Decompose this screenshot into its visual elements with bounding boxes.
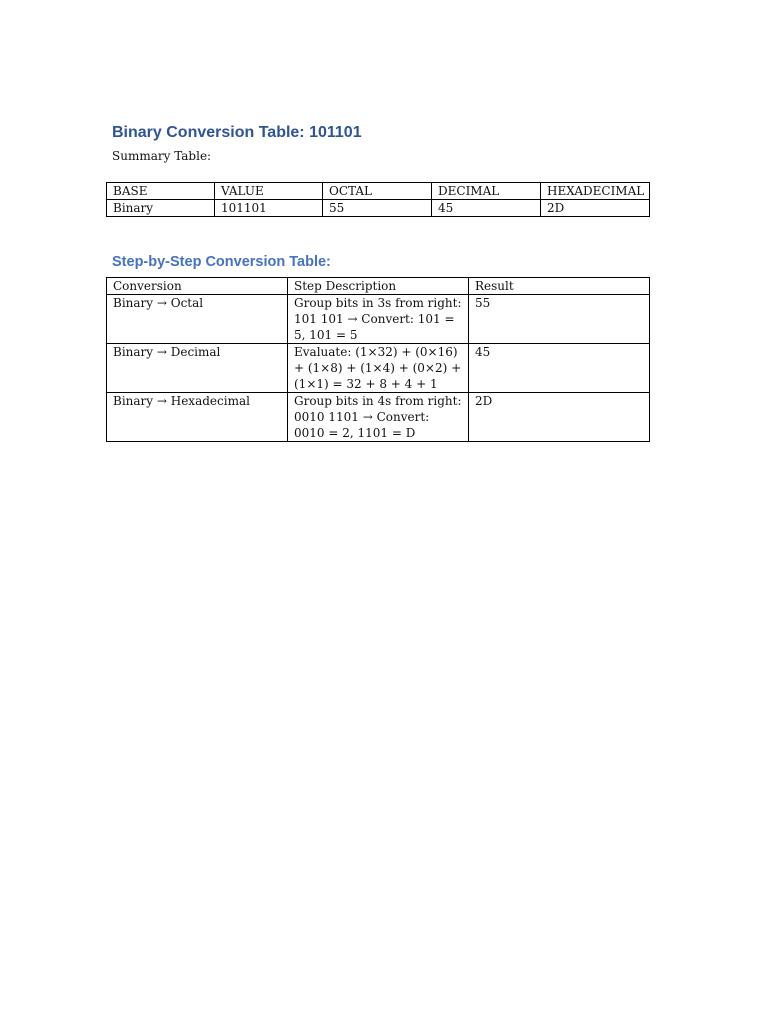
summary-cell: 101101: [215, 200, 323, 217]
steps-header-cell: Result: [469, 278, 650, 295]
steps-heading: Step-by-Step Conversion Table:: [112, 254, 331, 270]
summary-table-label: Summary Table:: [112, 149, 212, 163]
result-cell: 55: [469, 295, 650, 344]
conversion-cell: Binary → Decimal: [107, 344, 288, 393]
step-description-cell: Evaluate: (1×32) + (0×16) + (1×8) + (1×4) + (0×2) + (1×1) = 32 + 8 + 4 + 1: [288, 344, 469, 393]
steps-table: [106, 277, 650, 442]
steps-header-cell: Step Description: [288, 278, 469, 295]
summary-table-header-row: [107, 183, 650, 200]
conversion-cell: Binary → Hexadecimal: [107, 393, 288, 442]
step-description-cell: Group bits in 3s from right: 101 101 → Convert: 101 = 5, 101 = 5: [288, 295, 469, 344]
steps-header-cell: Conversion: [107, 278, 288, 295]
summary-header-cell: HEXADECIMAL: [541, 183, 650, 200]
result-cell: 45: [469, 344, 650, 393]
document-title: Binary Conversion Table: 101101: [112, 124, 362, 141]
table-row: [107, 344, 650, 393]
steps-table-header-row: [107, 278, 650, 295]
summary-cell: Binary: [107, 200, 215, 217]
conversion-cell: Binary → Octal: [107, 295, 288, 344]
summary-cell: 55: [323, 200, 432, 217]
table-row: [107, 200, 650, 217]
result-cell: 2D: [469, 393, 650, 442]
summary-header-cell: OCTAL: [323, 183, 432, 200]
table-row: [107, 295, 650, 344]
step-description-cell: Group bits in 4s from right: 0010 1101 → Convert: 0010 = 2, 1101 = D: [288, 393, 469, 442]
summary-header-cell: BASE: [107, 183, 215, 200]
summary-header-cell: VALUE: [215, 183, 323, 200]
table-row: [107, 393, 650, 442]
summary-cell: 2D: [541, 200, 650, 217]
summary-header-cell: DECIMAL: [432, 183, 541, 200]
summary-table: [106, 182, 650, 217]
summary-cell: 45: [432, 200, 541, 217]
